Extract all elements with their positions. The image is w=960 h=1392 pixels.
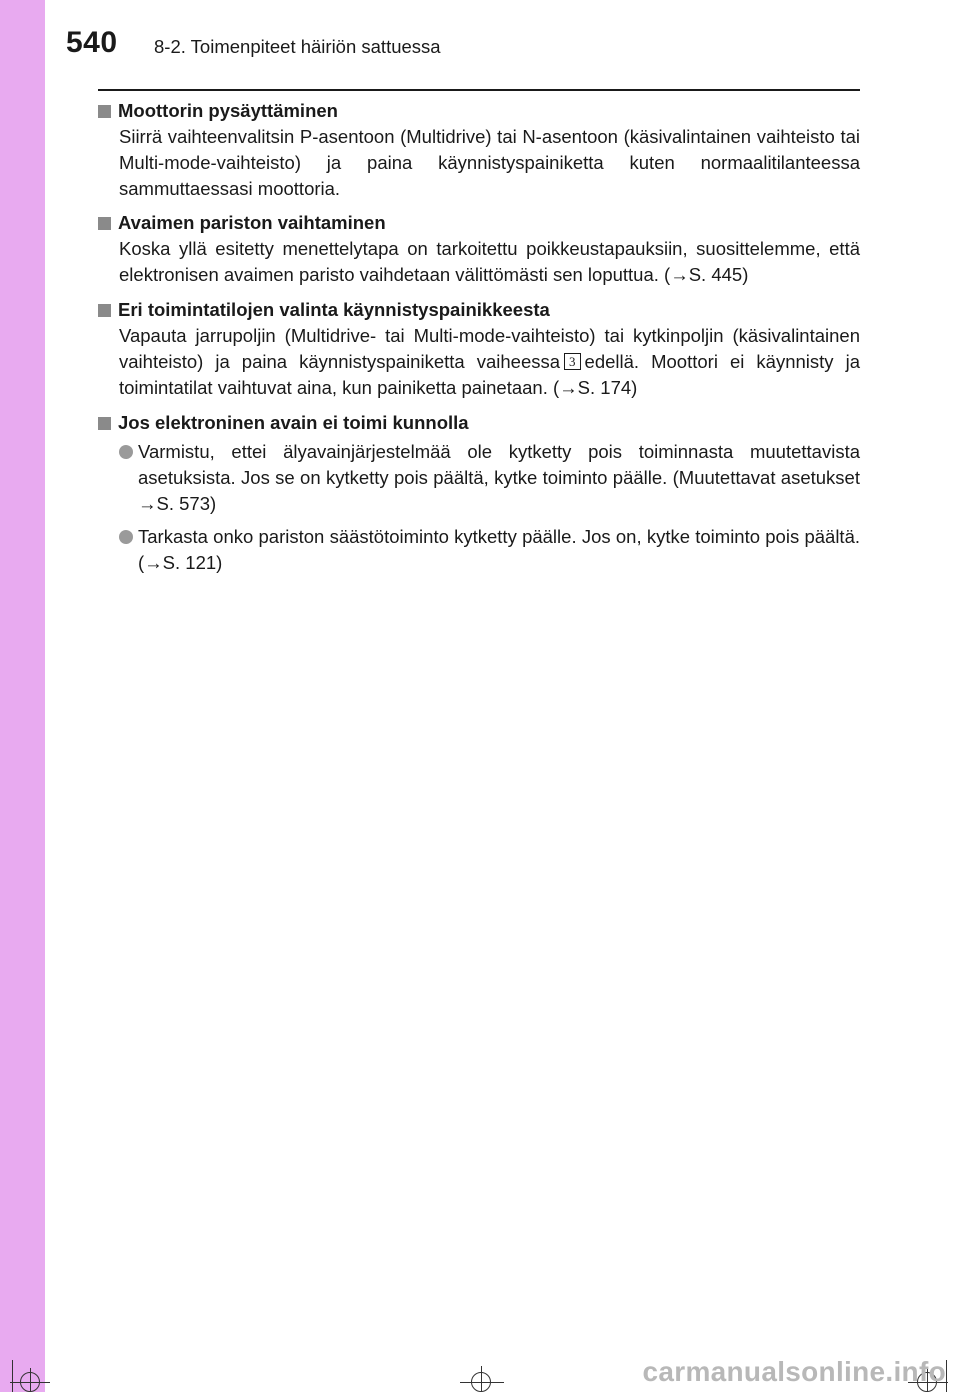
arrow-right-icon: →	[138, 495, 157, 515]
circle-bullet-icon	[119, 530, 133, 544]
list-text: Varmistu, ettei älyavainjärjestelmää ole kytketty pois toiminnasta muutettavista asetuksista. Jos se on kytketty pois päältä, kytke toiminto päälle. (Muutettavat asetukset	[138, 441, 860, 488]
arrow-right-icon: →	[559, 379, 578, 399]
heading-text: Jos elektroninen avain ei toimi kunnolla	[118, 412, 469, 433]
section-heading	[98, 297, 860, 323]
paragraph-text: Koska yllä esitetty menettelytapa on tarkoitettu poikkeustapauksiin, suosittelemme, että elektronisen avaimen paristo vaihdetaan välittömästi sen loputtua. (	[119, 238, 860, 285]
list-text: Tarkasta onko pariston säästötoiminto kytketty päälle. Jos on, kytke toiminto pois päältä. (	[138, 526, 860, 573]
list-item-text	[138, 524, 860, 577]
side-color-strip	[0, 0, 45, 1392]
page-reference[interactable]: S. 445)	[688, 264, 749, 285]
paragraph-text: edellä. Moottori ei käynnisty ja toimintatilat vaihtuvat aina, kun painiketta painetaan. (	[119, 351, 860, 398]
section-heading	[98, 210, 860, 236]
paragraph: Siirrä vaihteenvalitsin P-asentoon (Multidrive) tai N-asentoon (käsivalintainen vaihteisto tai Multi-mode-vaihteisto) ja paina käynnistyspainiketta kuten normaalitilanteessa sammuttaessasi moottoria.	[119, 126, 860, 199]
page-reference[interactable]: S. 573)	[156, 493, 217, 514]
content	[98, 98, 860, 585]
heading-text: Moottorin pysäyttäminen	[118, 100, 338, 121]
list-item	[119, 439, 860, 518]
section-mode-selection	[98, 297, 860, 402]
square-bullet-icon	[98, 417, 111, 430]
arrow-right-icon: →	[144, 554, 163, 574]
page-reference[interactable]: S. 121)	[162, 552, 223, 573]
paragraph	[119, 236, 860, 289]
header-rule	[98, 89, 860, 91]
section-heading	[98, 410, 860, 436]
section-title: 8-2. Toimenpiteet häiriön sattuessa	[154, 36, 441, 57]
paragraph-text: Vapauta jarrupoljin (Multidrive- tai Multi-mode-vaihteisto) tai kytkinpoljin (käsivalintainen vaihteisto) ja paina käynnistyspainiketta vaiheessa	[119, 325, 860, 372]
square-bullet-icon	[98, 304, 111, 317]
arrow-right-icon: →	[670, 266, 689, 286]
watermark: carmanualsonline.info	[642, 1356, 946, 1387]
heading-text: Eri toimintatilojen valinta käynnistyspainikkeesta	[118, 299, 550, 320]
heading-text: Avaimen pariston vaihtaminen	[118, 212, 386, 233]
registration-mark-center	[460, 1360, 504, 1392]
list-item-text	[138, 439, 860, 518]
step-number-box: 3	[564, 353, 581, 370]
section-battery-replacement	[98, 210, 860, 289]
section-heading	[98, 98, 860, 124]
circle-bullet-icon	[119, 445, 133, 459]
square-bullet-icon	[98, 217, 111, 230]
list-item	[119, 524, 860, 577]
square-bullet-icon	[98, 105, 111, 118]
section-key-malfunction	[98, 410, 860, 577]
registration-mark-left	[0, 1360, 60, 1392]
paragraph	[119, 323, 860, 402]
page-reference[interactable]: S. 174)	[577, 377, 638, 398]
page-number: 540	[66, 26, 118, 59]
section-stop-engine	[98, 98, 860, 202]
